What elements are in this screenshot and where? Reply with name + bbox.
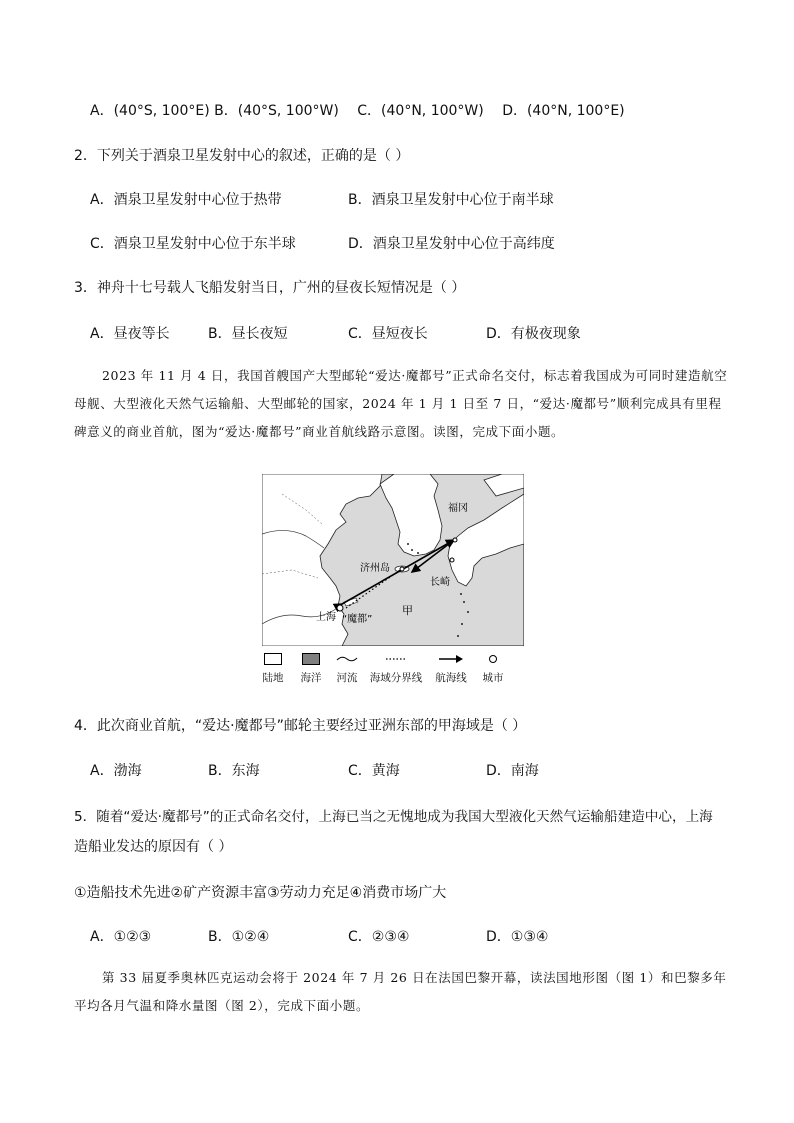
q5-option-c: C．②③④ [348,929,410,945]
q5-factors: ①造船技术先进②矿产资源丰富③劳动力充足④消费市场广大 [74,885,447,901]
legend-route-label: 航海线 [435,672,467,684]
city-jeju [400,567,404,571]
label-shanghai: 上海 [316,612,336,623]
river-icon [336,654,358,664]
q5-option-b: B．①②④ [208,929,270,945]
label-sea-jia: 甲 [402,604,413,617]
city-fukuoka [453,538,457,542]
q5-stem-line2: 造船业发达的原因有（ ） [74,839,233,855]
q5-option-a: A．①②③ [90,929,152,945]
legend-river-label: 河流 [336,672,358,684]
q4-option-c: C．黄海 [348,763,400,779]
legend-ocean-label: 海洋 [300,672,322,684]
q1-options [90,102,625,120]
map-legend [262,652,524,692]
legend-land-label: 陆地 [262,672,284,684]
route-map [262,474,524,646]
q1-option-c: C．(40°N, 100°W) [357,103,484,119]
q5-stem-line1: 5．随着“爱达·魔都号”的正式命名交付，上海已当之无愧地成为我国大型液化天然气运输船建造中心，上海 [74,809,713,825]
ocean-icon [302,653,320,665]
q1-option-a: A．(40°S, 100°E) [90,103,210,119]
q2-option-b: B．酒泉卫星发射中心位于南半球 [348,192,554,208]
passage-1-text: 2023 年 11 月 4 日，我国首艘国产大型邮轮“爱达·魔都号”正式命名交付，标志着我国成为可同时建造航空母舰、大型液化天然气运输船、大型邮轮的国家，2024 年 1 月 1 日至 7 日，“爱达·魔都号”顺利完成具有里程碑意义的商业首航，图为“爱达·魔都号”商业首航线路示意图。读图，完成下面小题。 [74,368,728,439]
passage-1 [74,362,734,446]
legend-sea-boundary-label: 海域分界线 [369,672,423,684]
passage-2 [74,964,734,1020]
q3-option-b: B．昼长夜短 [208,326,288,342]
q2-option-d: D．酒泉卫星发射中心位于高纬度 [348,236,555,252]
q4-option-a: A．渤海 [90,763,142,779]
label-nagasaki: 长崎 [430,577,450,588]
label-jeju: 济州岛 [360,563,390,574]
sea-boundary-icon [386,656,406,662]
q5-option-d: D．①③④ [486,929,549,945]
legend-city-label: 城市 [482,672,504,684]
q3-option-d: D．有极夜现象 [486,326,581,342]
legend-sea-boundary [366,652,426,685]
q3-option-c: C．昼短夜长 [348,326,428,342]
city-nagasaki [450,558,454,562]
q2-option-c: C．酒泉卫星发射中心位于东半球 [90,236,296,252]
q4-option-b: B．东海 [208,763,260,779]
passage-2-text: 第 33 届夏季奥林匹克运动会将于 2024 年 7 月 26 日在法国巴黎开幕，读法国地形图（图 1）和巴黎多年平均各月气温和降水量图（图 2），完成下面小题。 [74,970,727,1013]
q1-option-b: B．(40°S, 100°W) [214,103,339,119]
label-modu: “魔都” [342,614,373,625]
legend-river [322,652,372,685]
city-icon [489,655,497,663]
label-fukuoka: 福冈 [448,503,468,514]
city-shanghai [337,605,343,611]
route-arrow-icon [438,654,464,664]
q3-stem: 3．神舟十七号载人飞船发射当日，广州的昼夜长短情况是（ ） [74,280,466,296]
q1-option-d: D．(40°N, 100°E) [502,103,625,119]
q2-stem: 2．下列关于酒泉卫星发射中心的叙述，正确的是（ ） [74,148,410,164]
q4-stem: 4．此次商业首航，“爱达·魔都号”邮轮主要经过亚洲东部的甲海域是（ ） [74,718,527,734]
q2-option-a: A．酒泉卫星发射中心位于热带 [90,192,282,208]
legend-city [468,652,518,685]
q4-option-d: D．南海 [486,763,539,779]
q3-option-a: A．昼夜等长 [90,326,170,342]
land-icon [264,653,282,665]
